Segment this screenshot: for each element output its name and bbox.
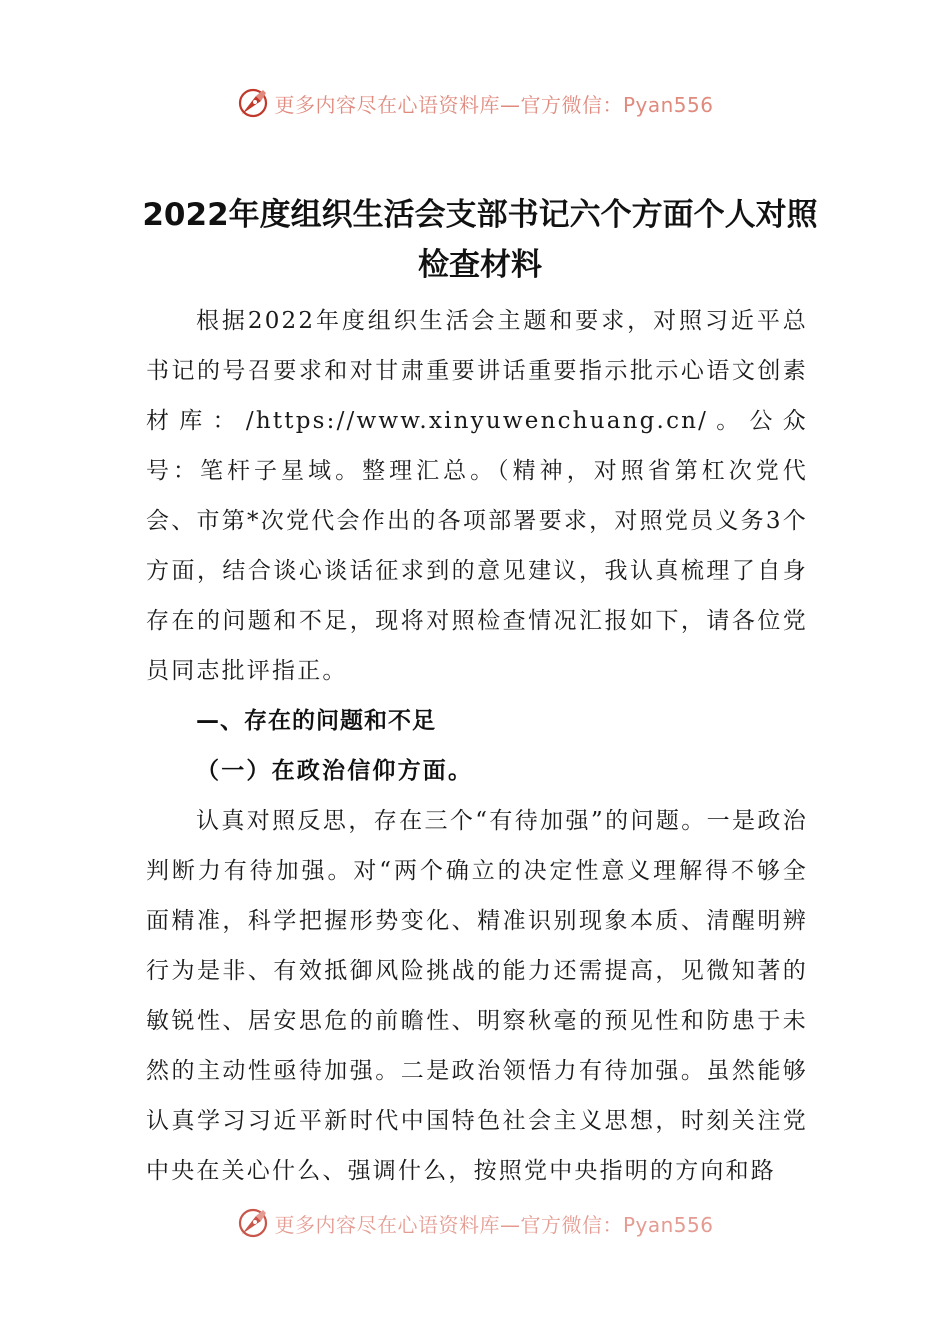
document-title: 2022年度组织生活会支部书记六个方面个人对照检查材料	[142, 197, 818, 283]
body-paragraph: 认真对照反思，存在三个“有待加强”的问题。一是政治判断力有待加强。对“两个确立的决定性意义理解得不够全面精准，科学把握形势变化、精准识别现象本质、清醒明辨行为是非、有效抵御风险挑战的能力还需提高，见微知著的敏锐性、居安思危的前瞻性、明察秋毫的预见性和防患于未然的主动性亟待加强。二是政治领悟力有待加强。虽然能够认真学习习近平新时代中国特色社会主义思想，时刻关注党中央在关心什么、强调什么，按照党中央指明的方向和路	[146, 808, 808, 1184]
intro-paragraph: 根据2022年度组织生活会主题和要求，对照习近平总书记的号召要求和对甘肃重要讲话重要指示批示心语文创素材库：/https://www.xinyuwenchuang.cn/。公众号：笔杆子星域。整理汇总。（精神，对照省第杠次党代会、市第*次党代会作出的各项部署要求，对照党员义务3个方面，结合谈心谈话征求到的意见建议，我认真梳理了自身存在的问题和不足，现将对照检查情况汇报如下，请各位党员同志批评指正。	[146, 308, 808, 684]
section-heading: —、存在的问题和不足	[196, 708, 436, 734]
watermark-text: 更多内容尽在心语资料库—官方微信：Pyan556	[274, 1212, 714, 1237]
subsection-heading: （一）在政治信仰方面。	[196, 757, 474, 784]
footer-watermark	[0, 1203, 950, 1243]
pen-nib-logo-icon	[236, 86, 270, 120]
watermark-text: 更多内容尽在心语资料库—官方微信：Pyan556	[274, 92, 714, 117]
pen-nib-logo-icon	[236, 1206, 270, 1240]
header-watermark	[0, 83, 950, 123]
